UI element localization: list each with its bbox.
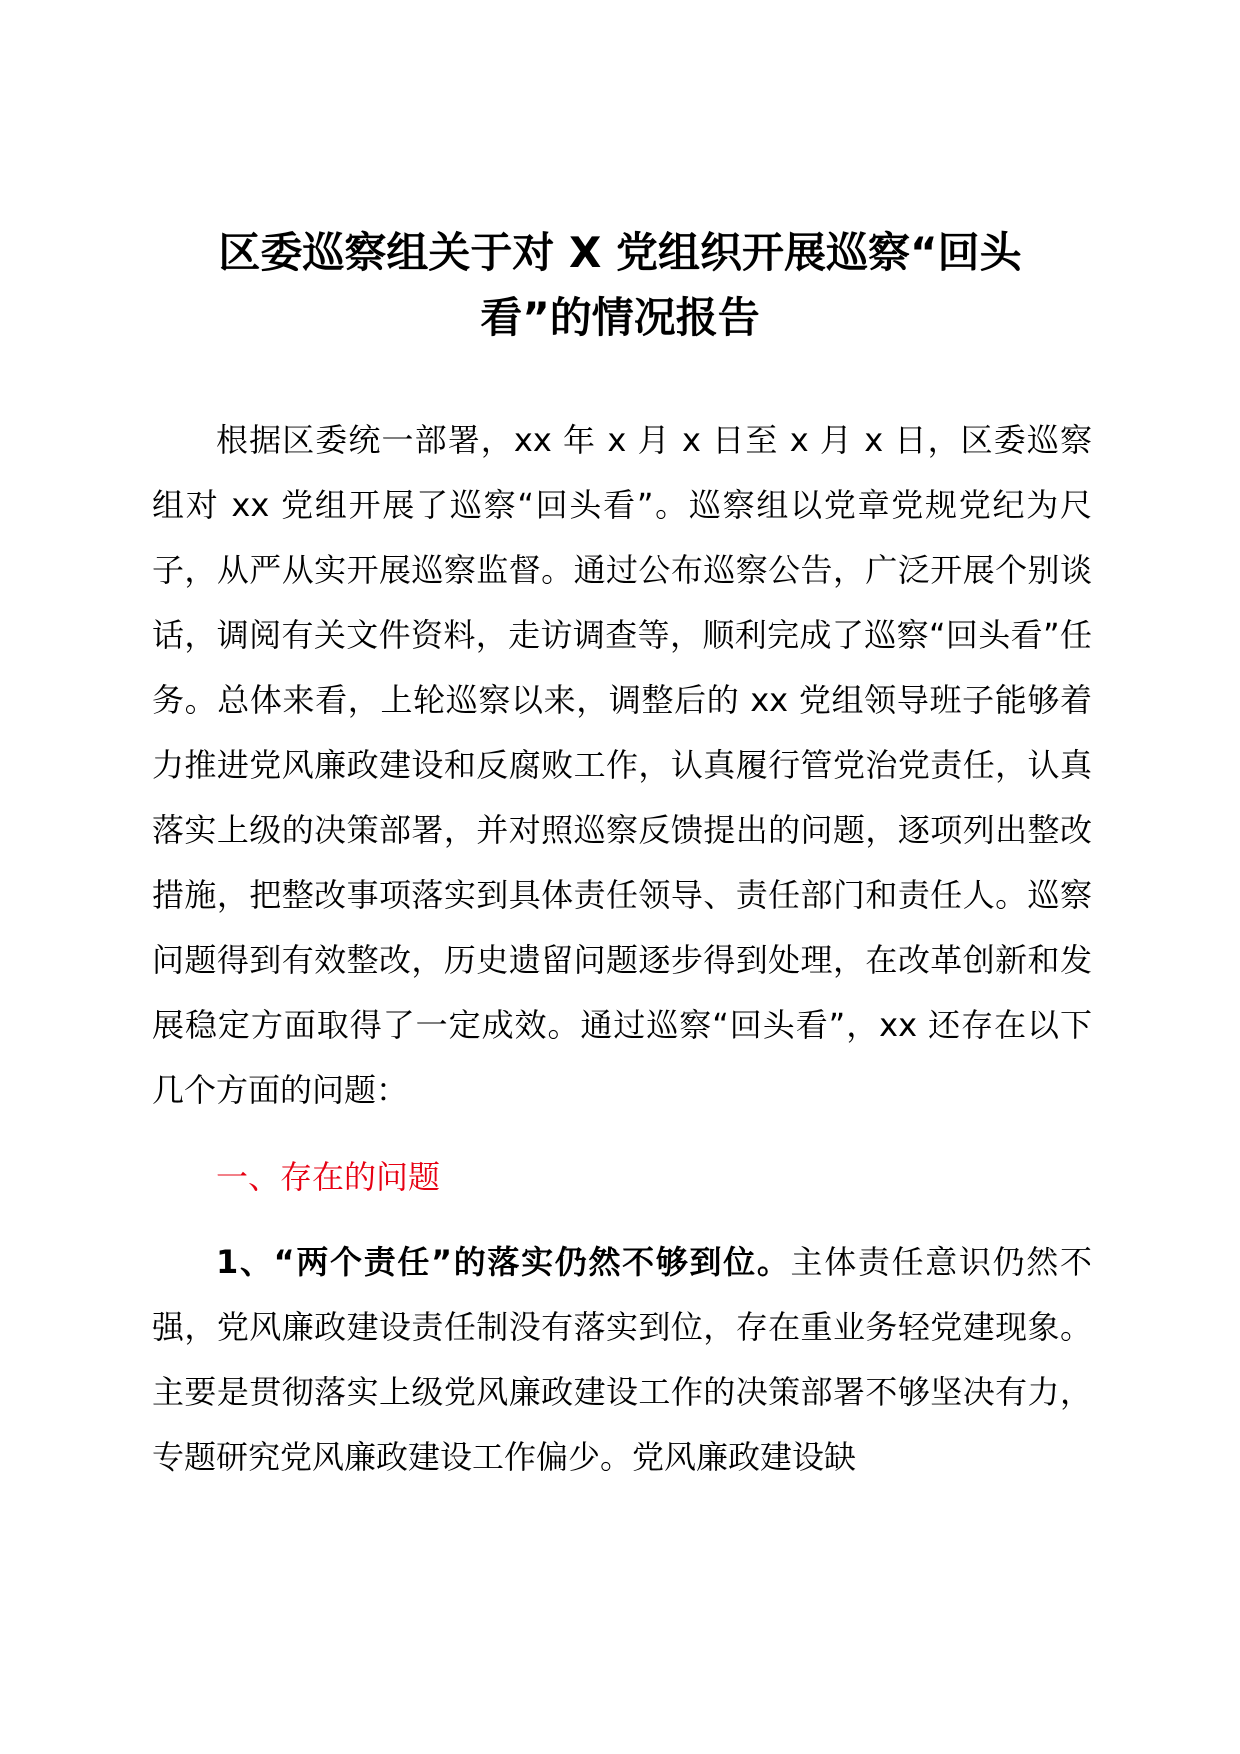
item-1-lead: 1、“两个责任”的落实仍然不够到位。	[216, 1243, 791, 1281]
document-title	[140, 220, 1100, 350]
title-line-1: 区委巡察组关于对 X 党组织开展巡察“回头	[218, 228, 1022, 277]
item-1-paragraph	[152, 1230, 1092, 1490]
intro-paragraph: 根据区委统一部署，xx 年 x 月 x 日至 x 月 x 日，区委巡察组对 xx 党组开展了巡察“回头看”。巡察组以党章党规党纪为尺子，从严从实开展巡察监督。通过公布巡察公告，广泛开展个别谈话，调阅有关文件资料，走访调查等，顺利完成了巡察“回头看”任务。总体来看，上轮巡察以来，调整后的 xx 党组领导班子能够着力推进党风廉政建设和反腐败工作，认真履行管党治党责任，认真落实上级的决策部署，并对照巡察反馈提出的问题，逐项列出整改措施，把整改事项落实到具体责任领导、责任部门和责任人。巡察问题得到有效整改，历史遗留问题逐步得到处理，在改革创新和发展稳定方面取得了一定成效。通过巡察“回头看”，xx 还存在以下几个方面的问题：	[152, 421, 1092, 1109]
item-1-text: 主体责任意识仍然不强，党风廉政建设责任制没有落实到位，存在重业务轻党建现象。主要是贯彻落实上级党风廉政建设工作的决策部署不够坚决有力，专题研究党风廉政建设工作偏少。党风廉政建设缺	[152, 1243, 1092, 1476]
title-line-2: 看”的情况报告	[480, 293, 760, 342]
section-heading: 一、存在的问题	[216, 1158, 441, 1196]
document-body	[152, 408, 1092, 1490]
